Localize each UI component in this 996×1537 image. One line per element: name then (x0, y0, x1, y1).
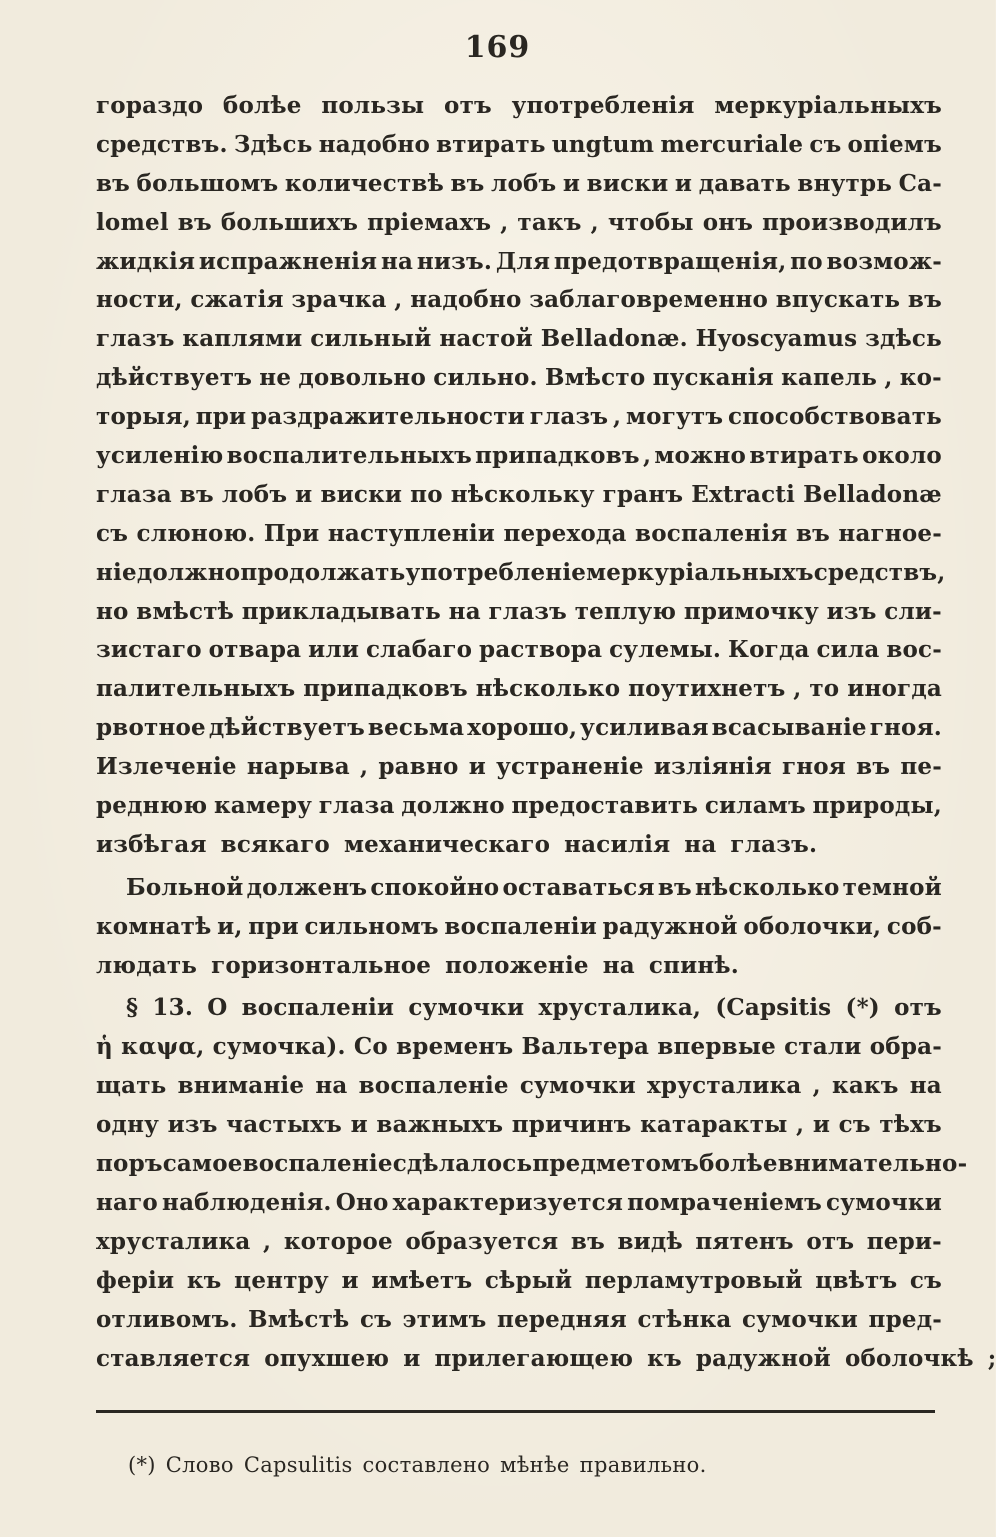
footnote-rule (96, 1410, 935, 1413)
text-line: глаза въ лобъ и виски по нѣскольку гранъ Extracti Belladonæ (96, 480, 942, 508)
text-line: но вмѣстѣ прикладывать на глазъ теплую примочку изъ сли- (96, 597, 942, 625)
paragraph (96, 989, 996, 1378)
text-line: ніе должно продолжать употребленіе меркуріальныхъ средствъ, (96, 558, 946, 586)
text-line: гораздо болѣе пользы отъ употребленія меркуріальныхъ (96, 92, 942, 119)
text-line: рвотное дѣйствуетъ весьма хорошо, усиливая всасываніе гноя. (96, 714, 942, 742)
text-line: Излеченіе нарыва , равно и устраненіе изліянія гноя въ пе- (96, 753, 942, 781)
text-line: жидкія испражненія на низъ. Для предотвращенія, по возмож- (96, 247, 942, 275)
text-line: реднюю камеру глаза должно предоставить силамъ природы, (96, 792, 942, 820)
text-line: комнатѣ и, при сильномъ воспаленіи радужной оболочки, соб- (96, 912, 942, 940)
text-line: Больной долженъ спокойно оставаться въ нѣсколько темной (126, 873, 942, 901)
text-line: § 13. О воспаленіи сумочки хрусталика, (Capsitis (*) отъ (126, 994, 942, 1022)
text-line: одну изъ частыхъ и важныхъ причинъ катаракты , и съ тѣхъ (96, 1111, 942, 1139)
text-line: дѣйствуетъ не довольно сильно. Вмѣсто пусканія капель , ко- (96, 364, 942, 392)
paragraph (96, 87, 946, 865)
text-line: людать горизонтальное положеніе на спинѣ. (96, 951, 740, 979)
text-line: средствъ. Здѣсь надобно втирать ungtum mercuriale съ опіемъ (96, 130, 942, 158)
text-line: ности, сжатія зрачка , надобно заблаговременно впускать въ (96, 286, 942, 314)
text-line: палительныхъ припадковъ нѣсколько поутихнетъ , то иногда (96, 675, 942, 703)
text-line: ἡ καψα, сумочка). Со временъ Вальтера впервые стали обра- (96, 1033, 942, 1061)
paragraph (96, 869, 942, 986)
text-line: глазъ каплями сильный настой Belladonæ. Hyoscyamus здѣсь (96, 325, 942, 353)
text-line: lomel въ большихъ пріемахъ , такъ , чтобы онъ производилъ (96, 208, 942, 236)
text-line: избѣгая всякаго механическаго насилія на глазъ. (96, 830, 818, 858)
text-line: феріи къ центру и имѣетъ сѣрый перламутровый цвѣтъ съ (96, 1266, 942, 1294)
text-line: поръ самое воспаленіе сдѣлалось предметомъ болѣе внимательно- (96, 1150, 968, 1178)
text-line: наго наблюденія. Оно характеризуется помраченіемъ сумочки (96, 1188, 942, 1216)
text-line: усиленію воспалительныхъ припадковъ , можно втирать около (96, 442, 942, 470)
body-text (96, 87, 996, 1378)
text-line: щать вниманіе на воспаленіе сумочки хрусталика , какъ на (96, 1072, 942, 1100)
text-line: зистаго отвара или слабаго раствора сулемы. Когда сила вос- (96, 636, 942, 664)
text-line: отливомъ. Вмѣстѣ съ этимъ передняя стѣнка сумочки пред- (96, 1305, 942, 1333)
text-line: ставляется опухшею и прилегающею къ радужной оболочкѣ ; (96, 1344, 996, 1372)
page-number: 169 (464, 30, 531, 65)
text-line: торыя, при раздражительности глазъ , могутъ способствовать (96, 403, 942, 431)
text-line: въ большомъ количествѣ въ лобъ и виски и давать внутрь Ca- (96, 169, 942, 197)
text-line: хрусталика , которое образуется въ видѣ пятенъ отъ пери- (96, 1227, 942, 1255)
footnote: (*) Слово Capsulitis составлено мѣнѣе правильно. (128, 1453, 707, 1477)
text-line: съ слюною. При наступленіи перехода воспаленія въ нагное- (96, 519, 942, 547)
